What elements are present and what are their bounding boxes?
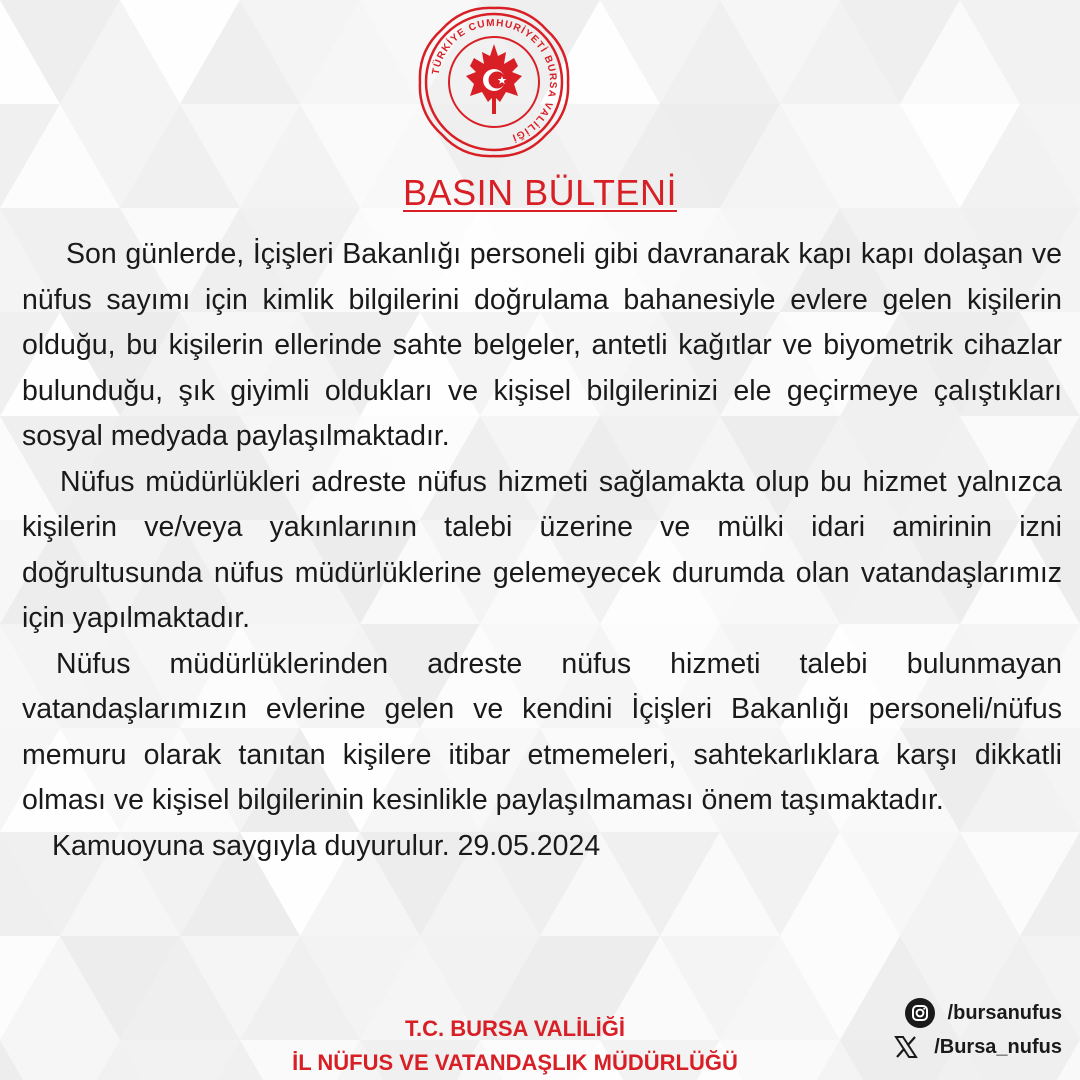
footer-line-1: T.C. BURSA VALİLİĞİ xyxy=(405,1016,625,1041)
instagram-icon xyxy=(904,997,936,1029)
x-link[interactable] xyxy=(890,1030,1062,1064)
footer-line-2: İL NÜFUS VE VATANDAŞLIK MÜDÜRLÜĞÜ xyxy=(292,1050,738,1075)
paragraph-2: Nüfus müdürlükleri adreste nüfus hizmeti sağlamakta olup bu hizmet yalnızca kişilerin ve/veya yakınlarının talebi üzerine ve mülki idari amirinin izni doğrultusunda nüfus müdürlüklerine gelemeyecek durumda olan vatandaşlarımız için yapılmaktadır. xyxy=(22,465,1062,634)
paragraph-1: Son günlerde, İçişleri Bakanlığı personeli gibi davranarak kapı kapı dolaşan ve nüfus sayımı için kimlik bilgilerini doğrulama bahanesiyle evlere gelen kişilerin olduğu, bu kişilerin ellerinde sahte belgeler, antetli kağıtlar ve biyometrik cihazlar bulunduğu, şık giyimli oldukları ve kişisel bilgilerinizi ele geçirmeye çalıştıkları sosyal medyada paylaşılmaktadır. xyxy=(22,238,1062,452)
bulletin-body xyxy=(22,232,1062,869)
instagram-link[interactable] xyxy=(890,996,1062,1030)
social-handles xyxy=(890,996,1062,1064)
paragraph-3: Nüfus müdürlüklerinden adreste nüfus hizmeti talebi bulunmayan vatandaşlarımızın evlerine gelen ve kendini İçişleri Bakanlığı personeli/nüfus memuru olarak tanıtan kişilere itibar etmemeleri, sahtekarlıklara karşı dikkatli olması ve kişisel bilgilerinin kesinlikle paylaşılmaması önem taşımaktadır. xyxy=(22,647,1062,816)
instagram-handle: /bursanufus xyxy=(947,1001,1062,1024)
x-logo-icon xyxy=(890,1031,922,1063)
page-title: BASIN BÜLTENİ xyxy=(403,172,677,213)
x-handle: /Bursa_nufus xyxy=(934,1035,1062,1058)
bursa-valiligi-seal-icon xyxy=(414,2,574,162)
closing-line: Kamuoyuna saygıyla duyurulur. 29.05.2024 xyxy=(52,829,601,862)
seal-ring-text: TÜRKİYE CUMHURİYETİ BURSA VALİLİĞİ xyxy=(430,17,559,143)
signature-block xyxy=(255,1012,775,1080)
